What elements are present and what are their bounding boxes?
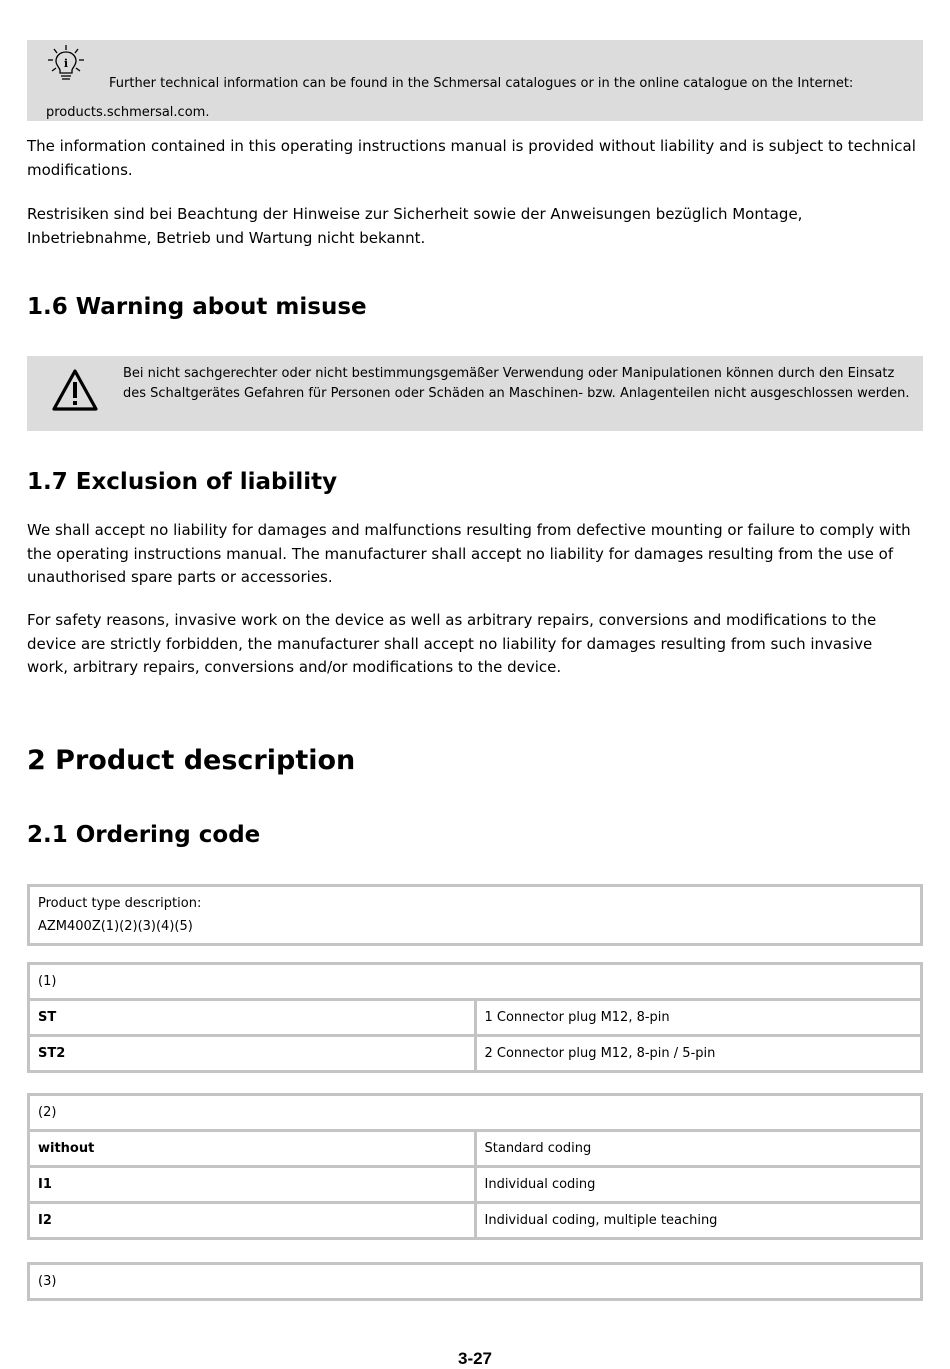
table-row <box>29 1167 922 1203</box>
page-number: 3-27 <box>457 1349 493 1368</box>
option-3-table <box>27 1262 923 1301</box>
product-type-label: Product type description: <box>38 896 202 911</box>
warning-triangle-icon <box>51 368 99 416</box>
option-2-table <box>27 1093 923 1240</box>
option-1-table <box>27 962 923 1073</box>
option-description: Individual coding <box>475 1167 922 1203</box>
section-heading-2-1: 2.1 Ordering code <box>27 822 261 848</box>
option-description: Standard coding <box>475 1131 922 1167</box>
liability-paragraph-1: We shall accept no liability for damages and malfunctions resulting from defective mounting or failure to comply with the operating instructions manual. The manufacturer shall accept no liability for damages resulting from the use of unauthorised spare parts or accessories. <box>27 521 911 586</box>
option-code: I2 <box>29 1203 476 1239</box>
table-row <box>29 1131 922 1167</box>
section-heading-2: 2 Product description <box>27 745 356 776</box>
liability-paragraph-2: For safety reasons, invasive work on the device as well as arbitrary repairs, conversions and modifications to the device are strictly forbidden, the manufacturer shall accept no liability for damages resulting from such invasive work, arbitrary repairs, conversions and/or modifications to the device. <box>27 611 877 676</box>
info-note-link: products.schmersal.com. <box>46 105 210 120</box>
option-code: without <box>29 1131 476 1167</box>
option-2-header: (2) <box>29 1095 922 1131</box>
misuse-warning-box <box>27 356 923 431</box>
option-3-header: (3) <box>29 1264 922 1300</box>
info-note-text: Further technical information can be found in the Schmersal catalogues or in the online catalogue on the Internet: <box>109 76 854 91</box>
table-row <box>29 1203 922 1239</box>
table-row <box>29 1036 922 1072</box>
product-type-table <box>27 884 923 946</box>
lightbulb-info-icon <box>47 44 85 88</box>
option-description: 2 Connector plug M12, 8-pin / 5-pin <box>475 1036 922 1072</box>
table-row <box>29 1000 922 1036</box>
residual-risks-paragraph: Restrisiken sind bei Beachtung der Hinweise zur Sicherheit sowie der Anweisungen bezüglich Montage, Inbetriebnahme, Betrieb und Wartung nicht bekannt. <box>27 205 803 247</box>
misuse-warning-text: Bei nicht sachgerechter oder nicht bestimmungsgemäßer Verwendung oder Manipulationen können durch den Einsatz des Schaltgerätes Gefahren für Personen oder Schäden an Maschinen- bzw. Anlagenteilen nicht ausgeschlossen werden. <box>123 366 910 401</box>
option-description: 1 Connector plug M12, 8-pin <box>475 1000 922 1036</box>
section-heading-1-7: 1.7 Exclusion of liability <box>27 469 338 495</box>
option-1-header: (1) <box>29 964 922 1000</box>
product-type-cell <box>29 886 922 945</box>
option-description: Individual coding, multiple teaching <box>475 1203 922 1239</box>
info-note-box <box>27 40 923 121</box>
section-heading-1-6: 1.6 Warning about misuse <box>27 294 367 320</box>
option-code: ST2 <box>29 1036 476 1072</box>
option-code: ST <box>29 1000 476 1036</box>
option-code: I1 <box>29 1167 476 1203</box>
product-type-code: AZM400Z(1)(2)(3)(4)(5) <box>38 919 193 934</box>
svg-text:i: i <box>63 57 69 70</box>
liability-note-paragraph: The information contained in this operating instructions manual is provided without liability and is subject to technical modifications. <box>27 137 916 179</box>
